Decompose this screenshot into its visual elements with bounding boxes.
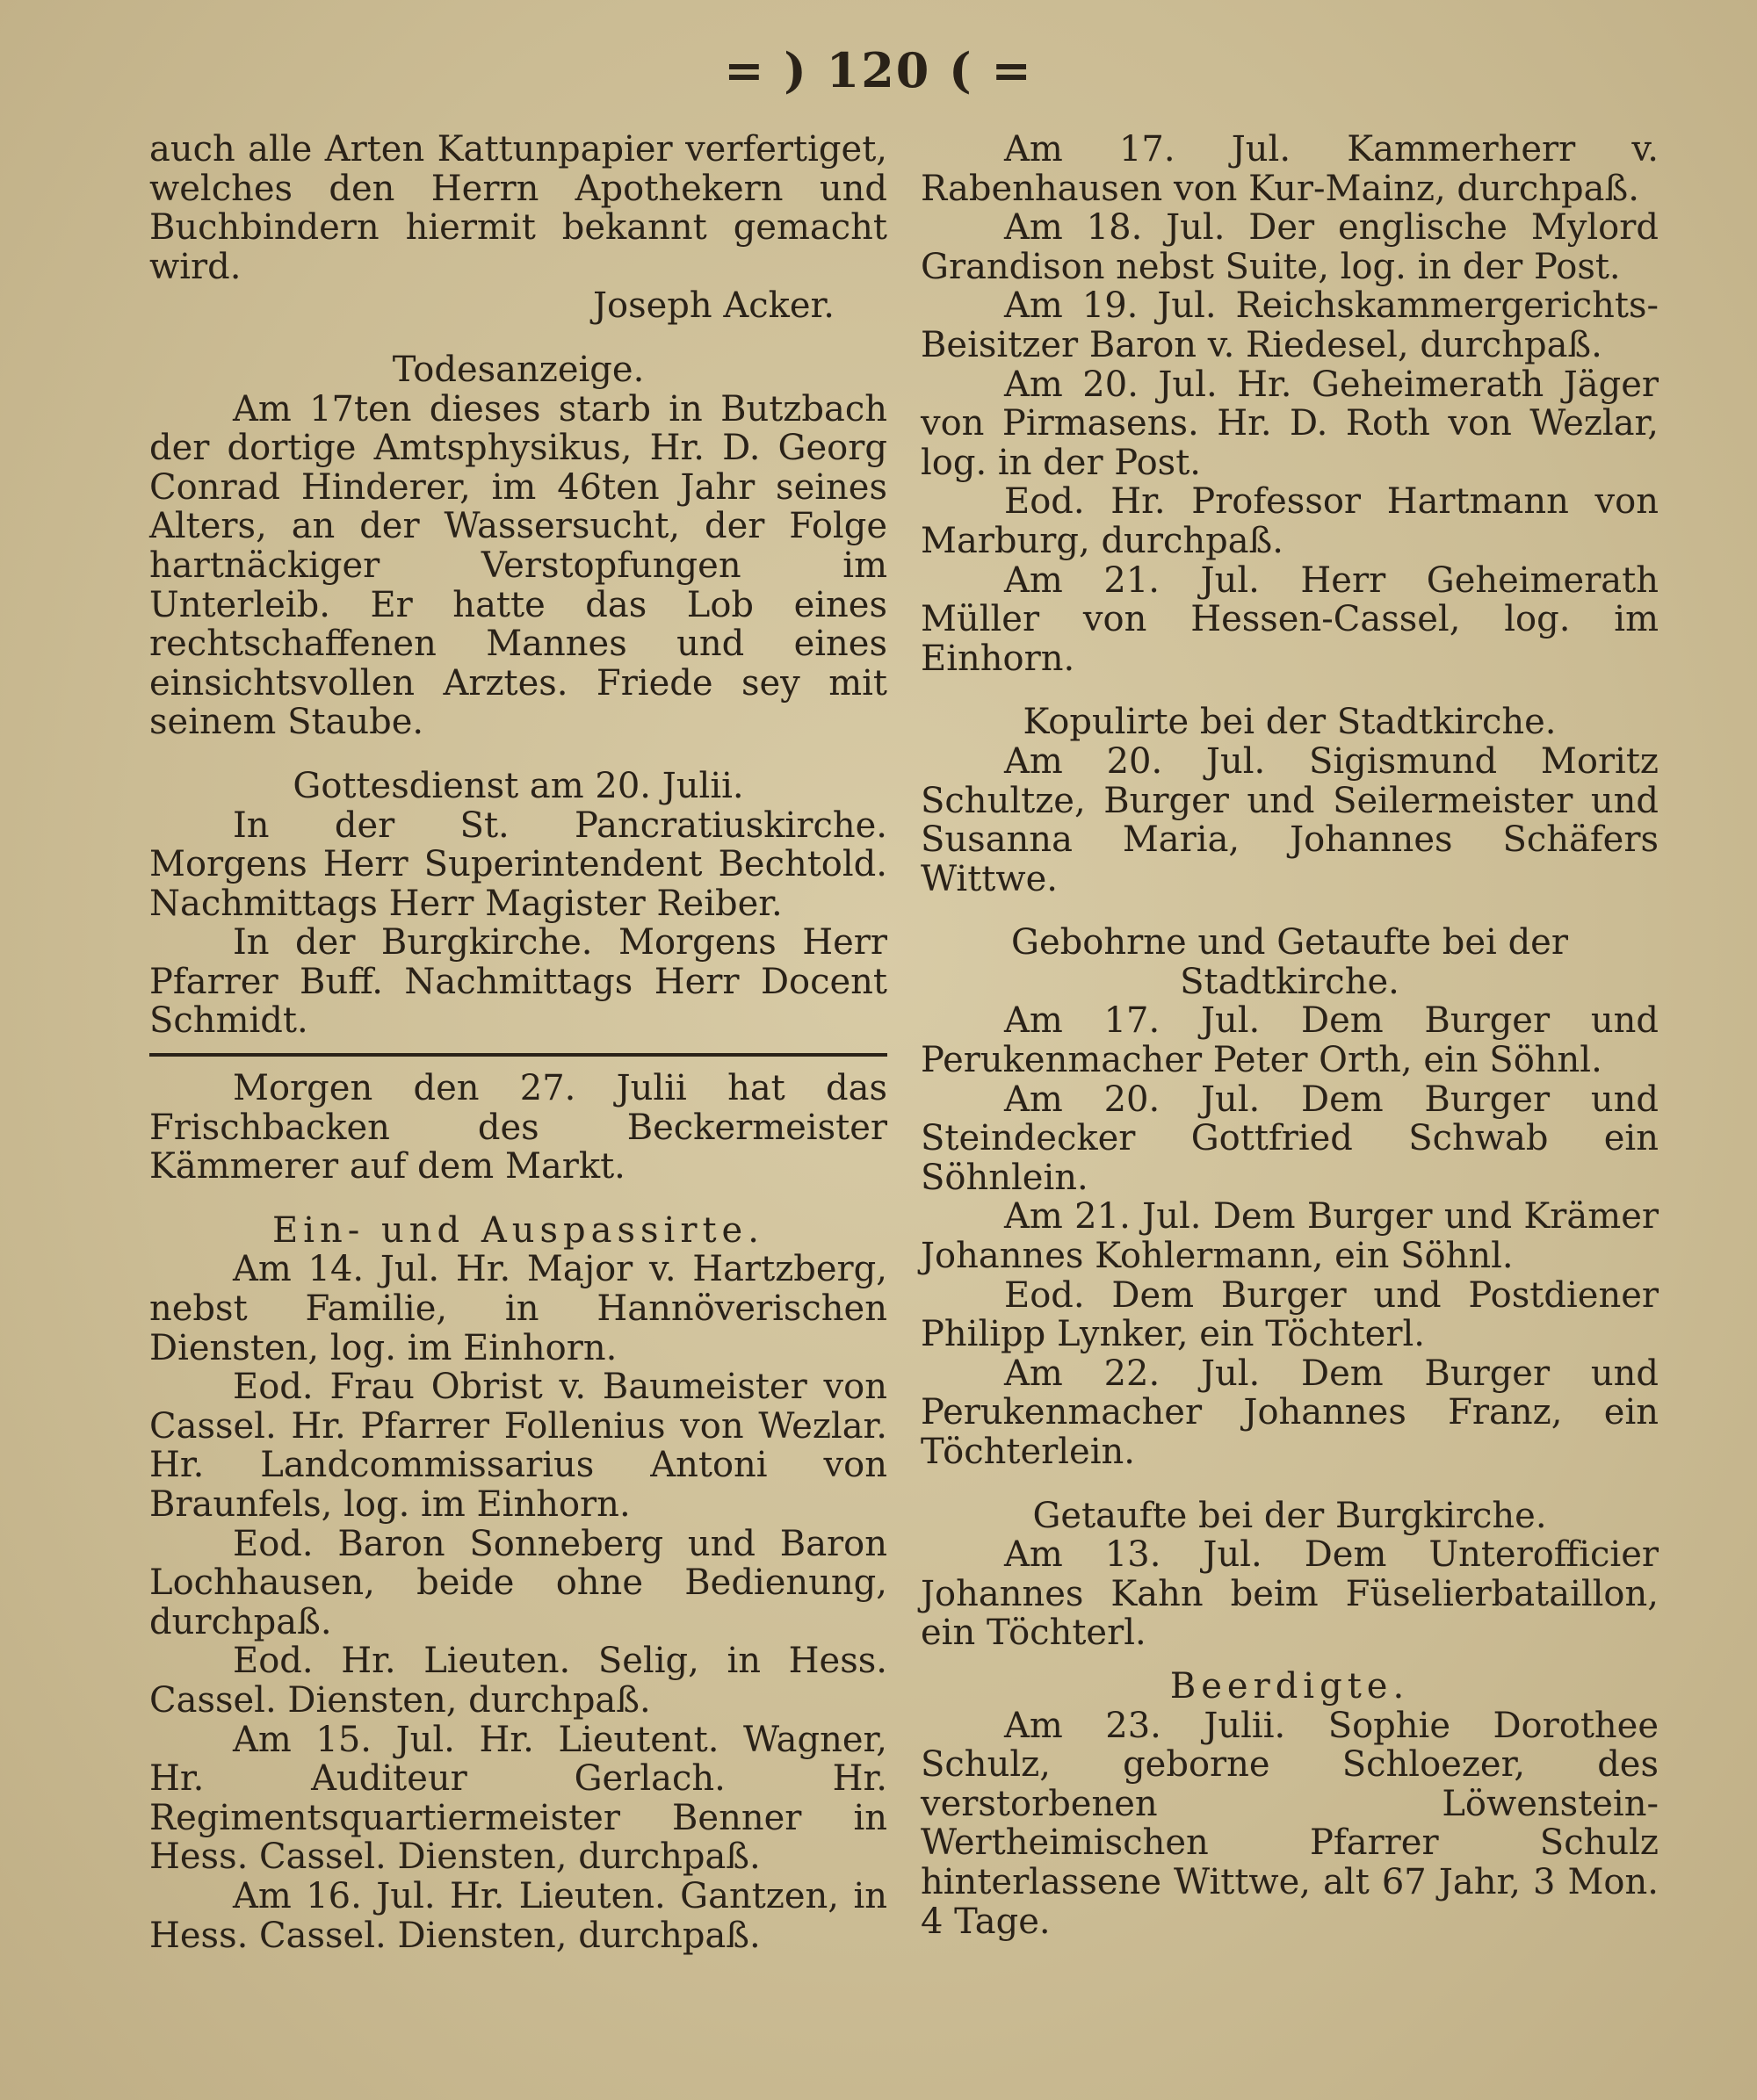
service-heading: Gottesdienst am 20. Julii. xyxy=(293,765,744,806)
traveller-entry: Am 21. Jul. Herr Geheimerath Müller von Hessen-Cassel, log. im Einhorn. xyxy=(921,559,1659,679)
service-pancratius: In der St. Pancratiuskirche. Morgens Herr Superintendent Bechtold. Nachmittags Herr Magister Reiber. xyxy=(149,805,887,924)
travellers-heading: Ein- und Auspassirte. xyxy=(272,1209,764,1251)
traveller-entry: Am 17. Jul. Kammerherr v. Rabenhausen von Kur-Mainz, durchpaß. xyxy=(921,129,1659,209)
baptism-entry: Am 13. Jul. Dem Unterofficier Johannes Kahn beim Füselierbataillon, ein Töchterl. xyxy=(921,1534,1659,1654)
section-divider xyxy=(149,1053,887,1057)
birth-entry: Am 22. Jul. Dem Burger und Perukenmacher Johannes Franz, ein Töchterlein. xyxy=(921,1353,1659,1472)
traveller-entry: Am 15. Jul. Hr. Lieutent. Wagner, Hr. Auditeur Gerlach. Hr. Regimentsquartiermeister Benner in Hess. Cassel. Diensten, durchpaß. xyxy=(149,1719,887,1878)
birth-entry: Am 21. Jul. Dem Burger und Krämer Johannes Kohlermann, ein Söhnl. xyxy=(921,1196,1659,1277)
death-notice-heading: Todesanzeige. xyxy=(392,349,645,390)
bakery-notice: Morgen den 27. Julii hat das Frischbacken des Beckermeister Kämmerer auf dem Markt. xyxy=(149,1068,887,1187)
burial-entry: Am 23. Julii. Sophie Dorothee Schulz, geborne Schloezer, des verstorbenen Löwenstein-Wertheimischen Pfarrer Schulz hinterlassene Wittwe, alt 67 Jahr, 3 Mon. 4 Tage. xyxy=(921,1705,1659,1942)
marriages-heading: Kopulirte bei der Stadtkirche. xyxy=(1023,702,1557,743)
birth-entry: Am 17. Jul. Dem Burger und Perukenmacher Peter Orth, ein Söhnl. xyxy=(921,1000,1659,1081)
traveller-entry: Eod. Frau Obrist v. Baumeister von Cassel. Hr. Pfarrer Follenius von Wezlar. Hr. Landcommissarius Antoni von Braunfels, log. im Einhorn. xyxy=(149,1367,887,1525)
births-heading: Gebohrne und Getaufte bei der Stadtkirche. xyxy=(1011,922,1568,1002)
burials-heading: Beerdigte. xyxy=(1169,1665,1410,1707)
service-burgkirche: In der Burgkirche. Morgens Herr Pfarrer Buff. Nachmittags Herr Docent Schmidt. xyxy=(149,922,887,1042)
right-column xyxy=(921,130,1659,1941)
traveller-entry: Am 14. Jul. Hr. Major v. Hartzberg, nebst Familie, in Hannöverischen Diensten, log. im Einhorn. xyxy=(149,1249,887,1368)
page-number: = ) 120 ( = xyxy=(724,42,1033,98)
paper-ad-text: auch alle Arten Kattunpapier verfertiget, welches den Herrn Apothekern und Buchbindern hiermit bekannt gemacht wird. xyxy=(149,129,887,287)
death-notice-text: Am 17ten dieses starb in Butzbach der dortige Amtsphysikus, Hr. D. Georg Conrad Hinderer, im 46ten Jahr seines Alters, an der Wassersucht, der Folge hartnäckiger Verstopfungen im Unterleib. Er hatte das Lob eines rechtschaffenen Mannes und eines einsichtsvollen Arztes. Friede sey mit seinem Staube. xyxy=(149,388,887,743)
traveller-entry: Am 20. Jul. Hr. Geheimerath Jäger von Pirmasens. Hr. D. Roth von Wezlar, log. in der Post. xyxy=(921,364,1659,483)
marriage-entry: Am 20. Jul. Sigismund Moritz Schultze, Burger und Seilermeister und Susanna Maria, Johannes Schäfers Wittwe. xyxy=(921,740,1659,899)
left-column xyxy=(149,130,887,1955)
traveller-entry: Eod. Hr. Lieuten. Selig, in Hess. Cassel. Diensten, durchpaß. xyxy=(149,1641,887,1721)
ad-signature: Joseph Acker. xyxy=(592,285,835,327)
traveller-entry: Eod. Hr. Professor Hartmann von Marburg, durchpaß. xyxy=(921,481,1659,561)
birth-entry: Am 20. Jul. Dem Burger und Steindecker Gottfried Schwab ein Söhnlein. xyxy=(921,1079,1659,1198)
traveller-entry: Am 18. Jul. Der englische Mylord Grandison nebst Suite, log. in der Post. xyxy=(921,207,1659,287)
baptisms-heading: Getaufte bei der Burgkirche. xyxy=(1032,1495,1547,1536)
birth-entry: Eod. Dem Burger und Postdiener Philipp Lynker, ein Töchterl. xyxy=(921,1274,1659,1355)
traveller-entry: Am 19. Jul. Reichskammergerichts-Beisitzer Baron v. Riedesel, durchpaß. xyxy=(921,285,1659,365)
traveller-entry: Eod. Baron Sonneberg und Baron Lochhausen, beide ohne Bedienung, durchpaß. xyxy=(149,1523,887,1642)
traveller-entry: Am 16. Jul. Hr. Lieuten. Gantzen, in Hess. Cassel. Diensten, durchpaß. xyxy=(149,1875,887,1956)
